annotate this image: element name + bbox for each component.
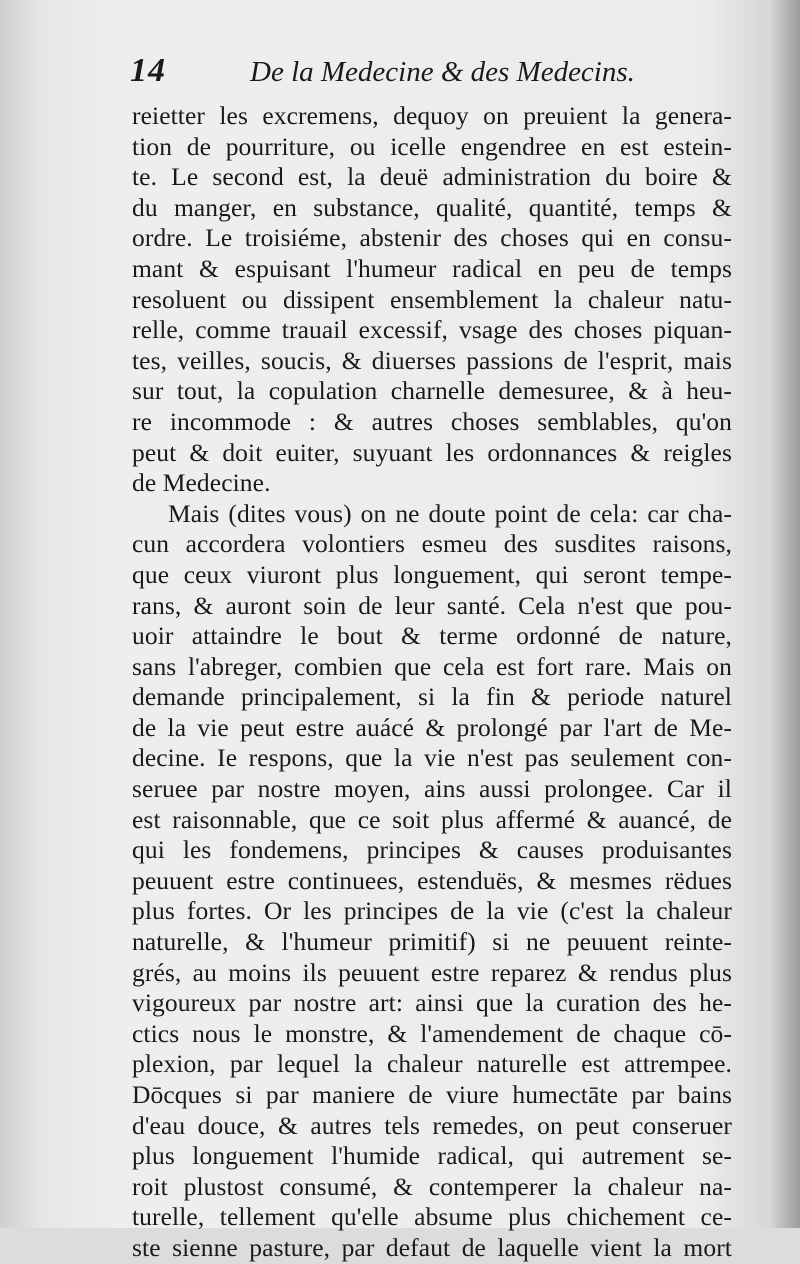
body-text — [132, 101, 732, 1264]
text-line: vigoureux par nostre art: ainsi que la curation des he- — [132, 988, 732, 1018]
text-line: ctics nous le monstre, & l'amendement de chaque cō- — [132, 1018, 732, 1048]
text-line: decine. Ie respons, que la vie n'est pas seulement con- — [132, 743, 732, 773]
text-line: turelle, tellement qu'elle absume plus chichement ce- — [132, 1202, 732, 1232]
text-line: est raisonnable, que ce soit plus affermé & auancé, de — [132, 804, 732, 834]
text-line: Dōcques si par maniere de viure humectāte par bains — [132, 1080, 732, 1109]
text-line: uoir attaindre le bout & terme ordonné de nature, — [132, 621, 732, 651]
text-line: plus fortes. Or les principes de la vie (c'est la chaleur — [132, 896, 732, 926]
text-line: sur tout, la copulation charnelle demesuree, & à heu- — [132, 376, 732, 406]
text-line: roit plustost consumé, & contemperer la chaleur na- — [132, 1171, 732, 1201]
text-line: peut & doit euiter, suyuant les ordonnances & reigles — [132, 437, 732, 467]
text-line: plexion, par lequel la chaleur naturelle est attrempee. — [132, 1049, 732, 1079]
text-line: seruee par nostre moyen, ains aussi prolongee. Car il — [132, 774, 732, 804]
text-line: reietter les excremens, dequoy on preuient la genera- — [132, 101, 732, 130]
text-line: grés, au moins ils peuuent estre reparez & rendus plus — [132, 957, 732, 987]
paragraph-end-line: de Medecine. — [132, 468, 271, 498]
text-line: demande principalement, si la fin & periode naturel — [132, 682, 732, 712]
text-line: peuuent estre continuees, estenduës, & mesmes rëdues — [132, 865, 732, 895]
text-line: qui les fondemens, principes & causes produisantes — [132, 835, 732, 865]
text-line: tion de pourriture, ou icelle engendree en est estein- — [132, 131, 732, 161]
text-line: que ceux viuront plus longuement, qui seront tempe- — [132, 559, 732, 589]
text-line: de la vie peut estre auácé & prolongé par l'art de Me- — [132, 712, 732, 742]
text-line: cun accordera volontiers esmeu des susdites raisons, — [132, 529, 732, 559]
text-line: plus longuement l'humide radical, qui autrement se- — [132, 1141, 732, 1171]
text-line: resoluent ou dissipent ensemblement la chaleur natu- — [132, 284, 732, 314]
text-line: ordre. Le troisiéme, abstenir des choses qui en consu- — [132, 223, 732, 253]
text-line: d'eau douce, & autres tels remedes, on peut conseruer — [132, 1110, 732, 1140]
text-line: du manger, en substance, qualité, quantité, temps & — [132, 192, 732, 222]
page-header — [130, 52, 635, 96]
text-line: mant & espuisant l'humeur radical en peu de temps — [132, 253, 732, 283]
text-line: rans, & auront soin de leur santé. Cela n'est que pou- — [132, 590, 732, 620]
text-line: naturelle, & l'humeur primitif) si ne peuuent reinte- — [132, 927, 732, 957]
text-line: re incommode : & autres choses semblables, qu'on — [132, 406, 732, 436]
paragraph-start-line: Mais (dites vous) on ne doute point de cela: car cha- — [168, 498, 732, 528]
text-line: tes, veilles, soucis, & diuerses passions de l'esprit, mais — [132, 345, 732, 375]
gutter-shadow — [770, 0, 800, 1228]
text-line: sans l'abreger, combien que cela est fort rare. Mais on — [132, 651, 732, 681]
running-title: De la Medecine & des Medecins. — [250, 56, 635, 88]
text-line: te. Le second est, la deuë administration du boire & — [132, 162, 732, 192]
page-number: 14 — [130, 52, 166, 89]
text-line: relle, comme trauail excessif, vsage des choses piquan- — [132, 315, 732, 345]
text-line: ste sienne pasture, par defaut de laquelle vient la mort — [132, 1232, 732, 1262]
